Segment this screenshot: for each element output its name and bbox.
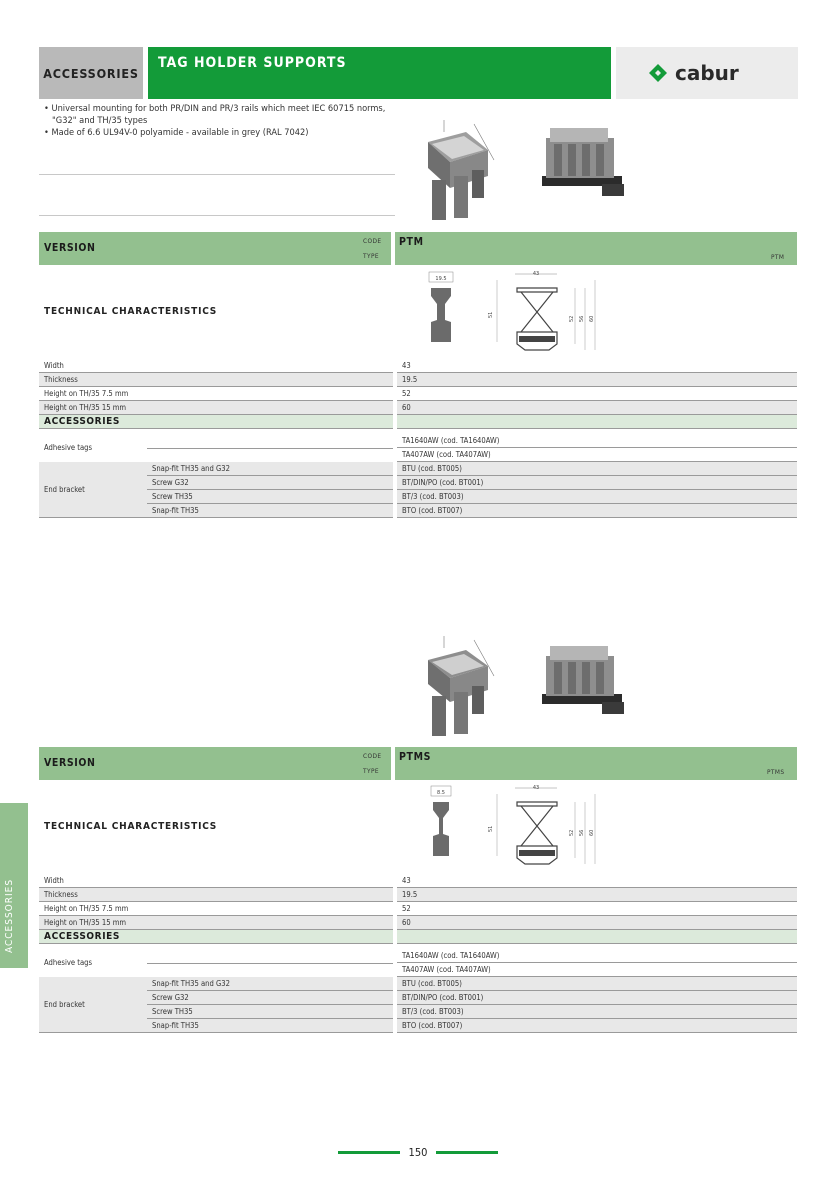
adhesive-tag-row: Adhesive tags TA1640AW (cod. TA1640AW)	[39, 949, 797, 963]
bullet-item: • Made of 6.6 UL94V-0 polyamide - available in grey (RAL 7042)	[44, 127, 309, 138]
product-code: PTM	[399, 236, 424, 248]
svg-text:51: 51	[488, 825, 494, 832]
product-photo-assembly	[532, 118, 632, 213]
spec-row: Thickness 19.5	[39, 888, 797, 902]
product-code: PTMS	[399, 751, 431, 763]
accessories-header: ACCESSORIES	[39, 415, 797, 429]
version-label: VERSION	[44, 242, 96, 254]
svg-text:60: 60	[589, 315, 595, 322]
technical-characteristics-label: TECHNICAL CHARACTERISTICS	[44, 306, 218, 317]
divider	[39, 215, 395, 216]
type-label: TYPE	[363, 252, 379, 260]
page-number: 150	[400, 1146, 436, 1159]
accessories-table	[39, 434, 797, 518]
logo-text: cabur	[675, 61, 739, 85]
cabur-logo-icon	[645, 60, 769, 86]
adhesive-tag-row: TA407AW (cod. TA407AW)	[39, 963, 797, 977]
section-label: ACCESSORIES	[39, 47, 143, 99]
end-bracket-row: Screw G32 BT/DIN/PO (cod. BT001)	[39, 991, 797, 1005]
adhesive-tag-row: Adhesive tags TA1640AW (cod. TA1640AW)	[39, 434, 797, 448]
technical-drawing	[425, 784, 605, 870]
type-label: TYPE	[363, 767, 379, 775]
spec-row: Width 43	[39, 874, 797, 888]
side-section-tab	[0, 803, 28, 968]
specs-table	[39, 874, 797, 944]
product-code-bar	[395, 747, 797, 780]
spec-row: Height on TH/35 7.5 mm 52	[39, 387, 797, 401]
intro-bullets	[42, 103, 392, 139]
end-bracket-row: Snap-fit TH35 BTO (cod. BT007)	[39, 504, 797, 518]
adhesive-tag-row: TA407AW (cod. TA407AW)	[39, 448, 797, 462]
bullet-item: • Universal mounting for both PR/DIN and PR/3 rails which meet IEC 60715 norms, "G32" and TH/35 types	[44, 103, 386, 126]
version-label: VERSION	[44, 757, 96, 769]
technical-drawing	[425, 270, 605, 356]
product-type: PTMS	[767, 768, 785, 776]
svg-text:43: 43	[532, 785, 540, 791]
divider	[39, 174, 395, 175]
product-photo-dimensioned	[414, 626, 500, 741]
accessories-table	[39, 949, 797, 1033]
brand-logo	[616, 47, 798, 99]
side-tab-label: ACCESSORIES	[4, 878, 15, 953]
page-title: TAG HOLDER SUPPORTS	[148, 47, 611, 99]
end-bracket-row: Snap-fit TH35 BTO (cod. BT007)	[39, 1019, 797, 1033]
product-photo-assembly	[532, 636, 632, 731]
product-type: PTM	[771, 253, 785, 261]
code-label: CODE	[363, 752, 382, 760]
end-bracket-row: End bracket Snap-fit TH35 and G32 BTU (cod. BT005)	[39, 462, 797, 476]
product-code-bar	[395, 232, 797, 265]
code-label: CODE	[363, 237, 382, 245]
spec-row: Height on TH/35 15 mm 60	[39, 401, 797, 415]
end-bracket-row: Screw G32 BT/DIN/PO (cod. BT001)	[39, 476, 797, 490]
svg-text:52: 52	[569, 315, 575, 322]
end-bracket-row: Screw TH35 BT/3 (cod. BT003)	[39, 1005, 797, 1019]
svg-text:60: 60	[589, 829, 595, 836]
svg-text:51: 51	[488, 311, 494, 318]
svg-text:43: 43	[532, 271, 540, 277]
svg-text:56: 56	[579, 315, 585, 322]
accessories-header: ACCESSORIES	[39, 930, 797, 944]
svg-text:19.5: 19.5	[435, 276, 447, 282]
spec-row: Height on TH/35 7.5 mm 52	[39, 902, 797, 916]
spec-row: Width 43	[39, 359, 797, 373]
svg-text:8.5: 8.5	[437, 790, 445, 796]
end-bracket-row: Screw TH35 BT/3 (cod. BT003)	[39, 490, 797, 504]
spec-row: Thickness 19.5	[39, 373, 797, 387]
spec-row: Height on TH/35 15 mm 60	[39, 916, 797, 930]
product-photo-dimensioned	[414, 110, 500, 225]
svg-text:52: 52	[569, 829, 575, 836]
end-bracket-row: End bracket Snap-fit TH35 and G32 BTU (cod. BT005)	[39, 977, 797, 991]
specs-table	[39, 359, 797, 429]
technical-characteristics-label: TECHNICAL CHARACTERISTICS	[44, 821, 218, 832]
svg-text:56: 56	[579, 829, 585, 836]
